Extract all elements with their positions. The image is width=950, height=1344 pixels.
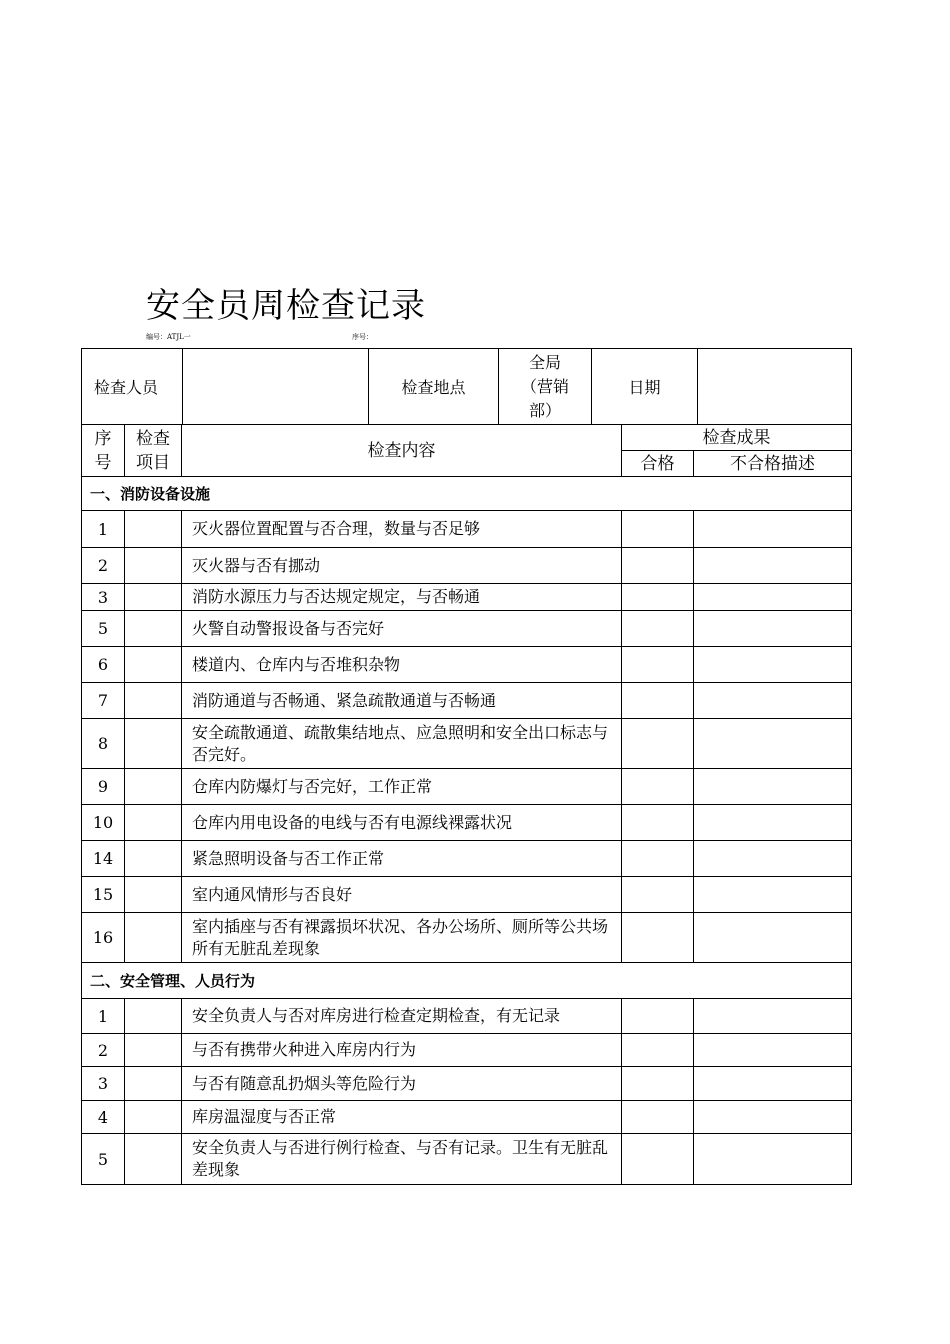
fail-description-cell[interactable] bbox=[694, 1101, 852, 1134]
fail-description-cell[interactable] bbox=[694, 683, 852, 719]
fail-description-cell[interactable] bbox=[694, 611, 852, 647]
table-row bbox=[82, 611, 852, 647]
location-line: 部） bbox=[528, 400, 561, 420]
item-cell[interactable] bbox=[125, 611, 182, 647]
row-number: 3 bbox=[82, 584, 125, 611]
fail-description-cell[interactable] bbox=[694, 1134, 852, 1185]
row-number: 6 bbox=[82, 647, 125, 683]
pass-cell[interactable] bbox=[622, 805, 694, 841]
row-number: 15 bbox=[82, 877, 125, 913]
pass-cell[interactable] bbox=[622, 769, 694, 805]
fail-description-cell[interactable] bbox=[694, 719, 852, 769]
check-content: 室内通风情形与否良好 bbox=[182, 877, 622, 913]
date-label: 日期 bbox=[592, 349, 698, 425]
item-cell[interactable] bbox=[125, 1101, 182, 1134]
item-cell[interactable] bbox=[125, 805, 182, 841]
table-row bbox=[82, 548, 852, 584]
row-number: 5 bbox=[82, 1134, 125, 1185]
row-number: 3 bbox=[82, 1067, 125, 1101]
table-row bbox=[82, 1067, 852, 1101]
check-content: 室内插座与否有裸露损坏状况、各办公场所、厕所等公共场所有无脏乱差现象 bbox=[182, 913, 622, 963]
pass-cell[interactable] bbox=[622, 548, 694, 584]
location-value bbox=[499, 349, 592, 425]
inspection-info-table bbox=[81, 348, 852, 425]
item-cell[interactable] bbox=[125, 841, 182, 877]
row-number: 1 bbox=[82, 999, 125, 1034]
check-content: 消防通道与否畅通、紧急疏散通道与否畅通 bbox=[182, 683, 622, 719]
item-cell[interactable] bbox=[125, 584, 182, 611]
pass-cell[interactable] bbox=[622, 511, 694, 548]
row-number: 1 bbox=[82, 511, 125, 548]
check-content: 紧急照明设备与否工作正常 bbox=[182, 841, 622, 877]
fail-description-cell[interactable] bbox=[694, 1067, 852, 1101]
header-seq bbox=[82, 425, 125, 477]
item-cell[interactable] bbox=[125, 683, 182, 719]
row-number: 14 bbox=[82, 841, 125, 877]
inspector-label: 检查人员 bbox=[82, 349, 183, 425]
section-title: 二、安全管理、人员行为 bbox=[82, 963, 852, 999]
table-row bbox=[82, 913, 852, 963]
section-row bbox=[82, 477, 852, 511]
header-seq-line: 序 bbox=[94, 428, 112, 449]
row-number: 8 bbox=[82, 719, 125, 769]
pass-cell[interactable] bbox=[622, 841, 694, 877]
inspector-field[interactable] bbox=[183, 349, 369, 425]
table-row bbox=[82, 877, 852, 913]
pass-cell[interactable] bbox=[622, 1067, 694, 1101]
table-row bbox=[82, 841, 852, 877]
item-cell[interactable] bbox=[125, 999, 182, 1034]
item-cell[interactable] bbox=[125, 1134, 182, 1185]
table-row bbox=[82, 1034, 852, 1067]
pass-cell[interactable] bbox=[622, 584, 694, 611]
location-line: 全局 bbox=[528, 352, 561, 372]
header-result: 检查成果 bbox=[622, 425, 852, 451]
sequence-label: 序号： bbox=[352, 333, 373, 341]
table-row bbox=[82, 805, 852, 841]
table-row bbox=[82, 647, 852, 683]
check-content: 安全疏散通道、疏散集结地点、应急照明和安全出口标志与否完好。 bbox=[182, 719, 622, 769]
item-cell[interactable] bbox=[125, 719, 182, 769]
record-code-label: 编号：ATJL一 bbox=[146, 333, 191, 341]
pass-cell[interactable] bbox=[622, 913, 694, 963]
pass-cell[interactable] bbox=[622, 1034, 694, 1067]
item-cell[interactable] bbox=[125, 1067, 182, 1101]
check-content: 灭火器与否有挪动 bbox=[182, 548, 622, 584]
pass-cell[interactable] bbox=[622, 611, 694, 647]
header-item-line: 检查 bbox=[136, 428, 170, 449]
fail-description-cell[interactable] bbox=[694, 841, 852, 877]
table-row bbox=[82, 769, 852, 805]
table-row bbox=[82, 584, 852, 611]
row-number: 10 bbox=[82, 805, 125, 841]
pass-cell[interactable] bbox=[622, 683, 694, 719]
pass-cell[interactable] bbox=[622, 719, 694, 769]
check-content: 火警自动警报设备与否完好 bbox=[182, 611, 622, 647]
header-item bbox=[125, 425, 182, 477]
fail-description-cell[interactable] bbox=[694, 999, 852, 1034]
fail-description-cell[interactable] bbox=[694, 584, 852, 611]
row-number: 5 bbox=[82, 611, 125, 647]
page-title: 安全员周检查记录 bbox=[146, 286, 426, 326]
header-content: 检查内容 bbox=[182, 425, 622, 477]
date-field[interactable] bbox=[698, 349, 852, 425]
item-cell[interactable] bbox=[125, 769, 182, 805]
item-cell[interactable] bbox=[125, 548, 182, 584]
check-content: 库房温湿度与否正常 bbox=[182, 1101, 622, 1134]
fail-description-cell[interactable] bbox=[694, 1034, 852, 1067]
fail-description-cell[interactable] bbox=[694, 913, 852, 963]
section-row bbox=[82, 963, 852, 999]
pass-cell[interactable] bbox=[622, 1101, 694, 1134]
row-number: 9 bbox=[82, 769, 125, 805]
header-fail-desc: 不合格描述 bbox=[694, 451, 852, 477]
table-row bbox=[82, 511, 852, 548]
header-item-line: 项目 bbox=[136, 452, 170, 473]
section-title: 一、消防设备设施 bbox=[82, 477, 852, 511]
pass-cell[interactable] bbox=[622, 647, 694, 683]
check-content: 安全负责人与否进行例行检查、与否有记录。卫生有无脏乱差现象 bbox=[182, 1134, 622, 1185]
row-number: 4 bbox=[82, 1101, 125, 1134]
item-cell[interactable] bbox=[125, 511, 182, 548]
row-number: 2 bbox=[82, 1034, 125, 1067]
check-content: 消防水源压力与否达规定规定，与否畅通 bbox=[182, 584, 622, 611]
table-header-row bbox=[82, 425, 852, 451]
row-number: 16 bbox=[82, 913, 125, 963]
table-row bbox=[82, 999, 852, 1034]
row-number: 7 bbox=[82, 683, 125, 719]
table-row bbox=[82, 1134, 852, 1185]
fail-description-cell[interactable] bbox=[694, 511, 852, 548]
location-line: （营销 bbox=[520, 376, 569, 396]
item-cell[interactable] bbox=[125, 877, 182, 913]
pass-cell[interactable] bbox=[622, 1134, 694, 1185]
table-row bbox=[82, 683, 852, 719]
check-content: 安全负责人与否对库房进行检查定期检查，有无记录 bbox=[182, 999, 622, 1034]
location-label: 检查地点 bbox=[369, 349, 499, 425]
fail-description-cell[interactable] bbox=[694, 877, 852, 913]
table-row bbox=[82, 1101, 852, 1134]
check-content: 灭火器位置配置与否合理，数量与否足够 bbox=[182, 511, 622, 548]
header-pass: 合格 bbox=[622, 451, 694, 477]
check-content: 与否有携带火种进入库房内行为 bbox=[182, 1034, 622, 1067]
item-cell[interactable] bbox=[125, 1034, 182, 1067]
header-seq-line: 号 bbox=[94, 452, 112, 473]
check-content: 仓库内防爆灯与否完好，工作正常 bbox=[182, 769, 622, 805]
table-row bbox=[82, 719, 852, 769]
fail-description-cell[interactable] bbox=[694, 769, 852, 805]
check-content: 仓库内用电设备的电线与否有电源线裸露状况 bbox=[182, 805, 622, 841]
inspection-table bbox=[81, 424, 852, 1185]
fail-description-cell[interactable] bbox=[694, 548, 852, 584]
item-cell[interactable] bbox=[125, 647, 182, 683]
row-number: 2 bbox=[82, 548, 125, 584]
check-content: 楼道内、仓库内与否堆积杂物 bbox=[182, 647, 622, 683]
fail-description-cell[interactable] bbox=[694, 805, 852, 841]
fail-description-cell[interactable] bbox=[694, 647, 852, 683]
pass-cell[interactable] bbox=[622, 877, 694, 913]
check-content: 与否有随意乱扔烟头等危险行为 bbox=[182, 1067, 622, 1101]
pass-cell[interactable] bbox=[622, 999, 694, 1034]
item-cell[interactable] bbox=[125, 913, 182, 963]
